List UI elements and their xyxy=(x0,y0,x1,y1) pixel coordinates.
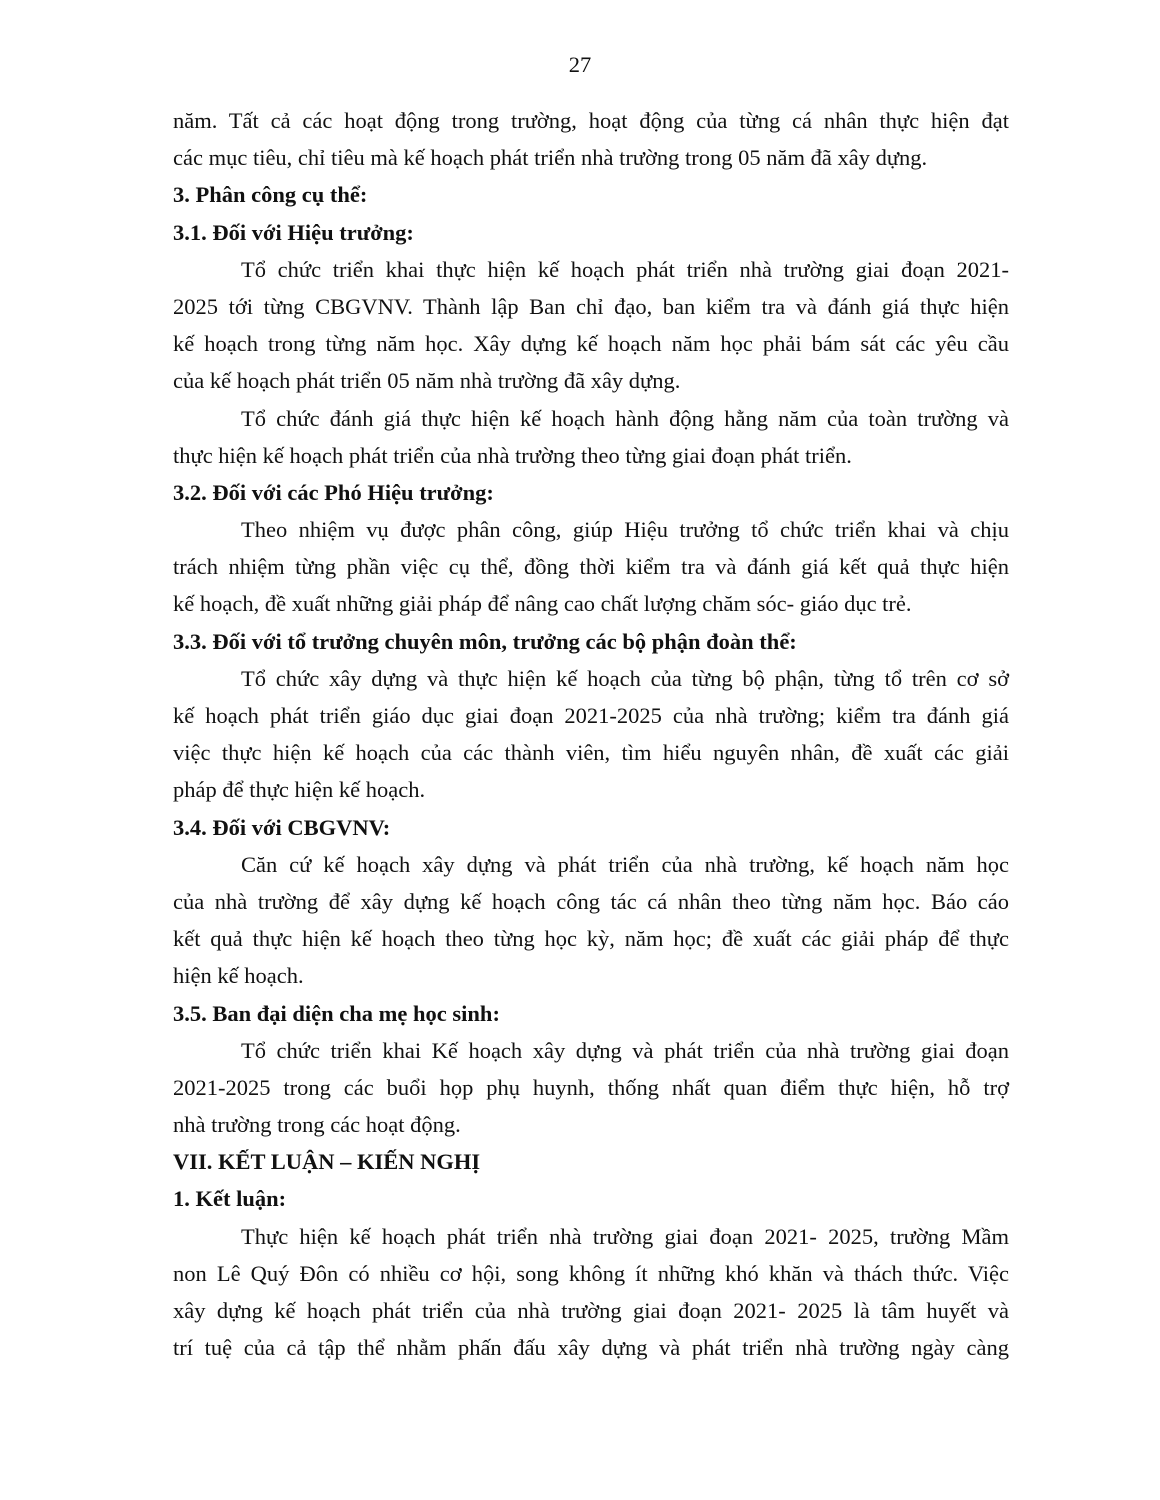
paragraph-line: xây dựng kế hoạch phát triển của nhà trường giai đoạn 2021- 2025 là tâm huyết và xyxy=(173,1298,1009,1323)
paragraph-line: Tổ chức xây dựng và thực hiện kế hoạch của từng bộ phận, từng tổ trên cơ sở xyxy=(241,665,1009,691)
paragraph-line: kế hoạch phát triển giáo dục giai đoạn 2021-2025 của nhà trường; kiểm tra đánh giá xyxy=(173,703,1009,728)
paragraph-line: của kế hoạch phát triển 05 năm nhà trường đã xây dựng. xyxy=(173,368,681,394)
paragraph-line: thực hiện kế hoạch phát triển của nhà trường theo từng giai đoạn phát triển. xyxy=(173,442,852,468)
section-heading: VII. KẾT LUẬN – KIẾN NGHỊ xyxy=(173,1149,481,1175)
subsection-heading: 1. Kết luận: xyxy=(173,1186,287,1212)
paragraph-line: Tổ chức đánh giá thực hiện kế hoạch hành động hằng năm của toàn trường và xyxy=(241,405,1009,431)
subsection-heading: 3.5. Ban đại diện cha mẹ học sinh: xyxy=(173,1000,500,1026)
paragraph-line: non Lê Quý Đôn có nhiều cơ hội, song không ít những khó khăn và thách thức. Việc xyxy=(173,1260,1009,1286)
section-heading: 3. Phân công cụ thể: xyxy=(173,182,368,208)
paragraph-line: Căn cứ kế hoạch xây dựng và phát triển của nhà trường, kế hoạch năm học xyxy=(241,851,1009,877)
page-number: 27 xyxy=(568,52,592,77)
paragraph-line: của nhà trường để xây dựng kế hoạch công tác cá nhân theo từng năm học. Báo cáo xyxy=(173,888,1009,914)
paragraph-line: 2025 tới từng CBGVNV. Thành lập Ban chỉ đạo, ban kiểm tra và đánh giá thực hiện xyxy=(173,293,1009,319)
paragraph-line: Thực hiện kế hoạch phát triển nhà trường giai đoạn 2021- 2025, trường Mầm xyxy=(241,1223,1009,1249)
paragraph-line: hiện kế hoạch. xyxy=(173,963,304,989)
paragraph-line: việc thực hiện kế hoạch của các thành viên, tìm hiểu nguyên nhân, đề xuất các giải xyxy=(173,740,1009,766)
paragraph-line: pháp để thực hiện kế hoạch. xyxy=(173,777,426,803)
paragraph-line: kế hoạch trong từng năm học. Xây dựng kế hoạch năm học phải bám sát các yêu cầu xyxy=(173,331,1009,357)
subsection-heading: 3.2. Đối với các Phó Hiệu trưởng: xyxy=(173,479,494,505)
paragraph-line: các mục tiêu, chỉ tiêu mà kế hoạch phát triển nhà trường trong 05 năm đã xây dựng. xyxy=(173,145,928,171)
paragraph-line: 2021-2025 trong các buổi họp phụ huynh, thống nhất quan điểm thực hiện, hỗ trợ xyxy=(173,1074,1009,1100)
paragraph-line: Tổ chức triển khai Kế hoạch xây dựng và phát triển của nhà trường giai đoạn xyxy=(241,1037,1009,1063)
subsection-heading: 3.1. Đối với Hiệu trưởng: xyxy=(173,219,414,245)
paragraph-line: kết quả thực hiện kế hoạch theo từng học kỳ, năm học; đề xuất các giải pháp để thực xyxy=(173,926,1009,952)
paragraph-line: trách nhiệm từng phần việc cụ thể, đồng thời kiểm tra và đánh giá kết quả thực hiện xyxy=(173,554,1009,580)
paragraph-line: Tổ chức triển khai thực hiện kế hoạch phát triển nhà trường giai đoạn 2021- xyxy=(241,256,1009,282)
paragraph-line: năm. Tất cả các hoạt động trong trường, hoạt động của từng cá nhân thực hiện đạt xyxy=(173,108,1009,133)
page-content xyxy=(173,102,1009,1366)
paragraph-line: nhà trường trong các hoạt động. xyxy=(173,1112,461,1138)
subsection-heading: 3.4. Đối với CBGVNV: xyxy=(173,814,391,840)
subsection-heading: 3.3. Đối với tổ trưởng chuyên môn, trưởng các bộ phận đoàn thể: xyxy=(173,628,797,654)
paragraph-line: trí tuệ của cả tập thể nhằm phấn đấu xây dựng và phát triển nhà trường ngày càng xyxy=(173,1335,1009,1361)
paragraph-line: kế hoạch, đề xuất những giải pháp để nâng cao chất lượng chăm sóc- giáo dục trẻ. xyxy=(173,591,912,617)
paragraph-line: Theo nhiệm vụ được phân công, giúp Hiệu trưởng tổ chức triển khai và chịu xyxy=(241,517,1009,543)
